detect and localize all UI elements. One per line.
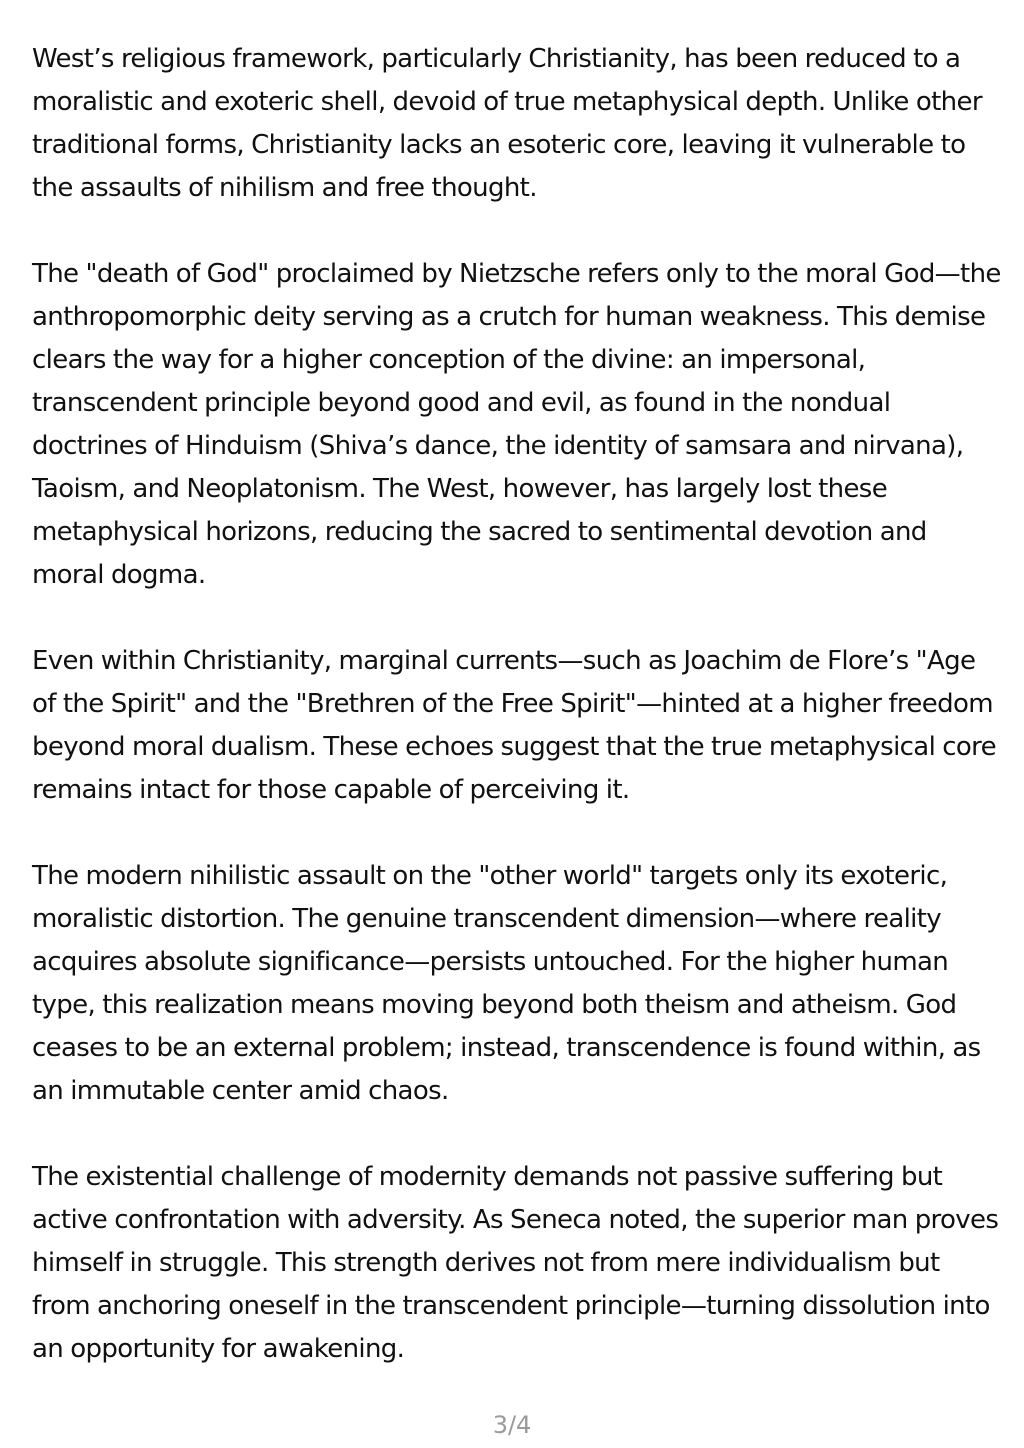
document-body (32, 38, 1004, 1371)
paragraph: The "death of God" proclaimed by Nietzsche refers only to the moral God—the anthropomorphic deity serving as a crutch for human weakness. This demise clears the way for a higher conception of the divine: an impersonal, transcendent principle beyond good and evil, as found in the nondual doctrines of Hinduism (Shiva’s dance, the identity of samsara and nirvana), Taoism, and Neoplatonism. The West, however, has largely lost these metaphysical horizons, reducing the sacred to sentimental devotion and moral dogma. (32, 259, 1001, 590)
paragraph: West’s religious framework, particularly Christianity, has been reduced to a moralistic and exoteric shell, devoid of true metaphysical depth. Unlike other traditional forms, Christianity lacks an esoteric core, leaving it vulnerable to the assaults of nihilism and free thought. (32, 44, 982, 203)
paragraph: The existential challenge of modernity demands not passive suffering but active confrontation with adversity. As Seneca noted, the superior man proves himself in struggle. This strength derives not from mere individualism but from anchoring oneself in the transcendent principle—turning dissolution into an opportunity for awakening. (32, 1162, 999, 1364)
paragraph: Even within Christianity, marginal currents—such as Joachim de Flore’s "Age of the Spirit" and the "Brethren of the Free Spirit"—hinted at a higher freedom beyond moral dualism. These echoes suggest that the true metaphysical core remains intact for those capable of perceiving it. (32, 646, 996, 805)
paragraph: The modern nihilistic assault on the "other world" targets only its exoteric, moralistic distortion. The genuine transcendent dimension—where reality acquires absolute significance—persists untouched. For the higher human type, this realization means moving beyond both theism and atheism. God ceases to be an external problem; instead, transcendence is found within, as an immutable center amid chaos. (32, 861, 981, 1106)
page-indicator: 3/4 (492, 1411, 532, 1439)
